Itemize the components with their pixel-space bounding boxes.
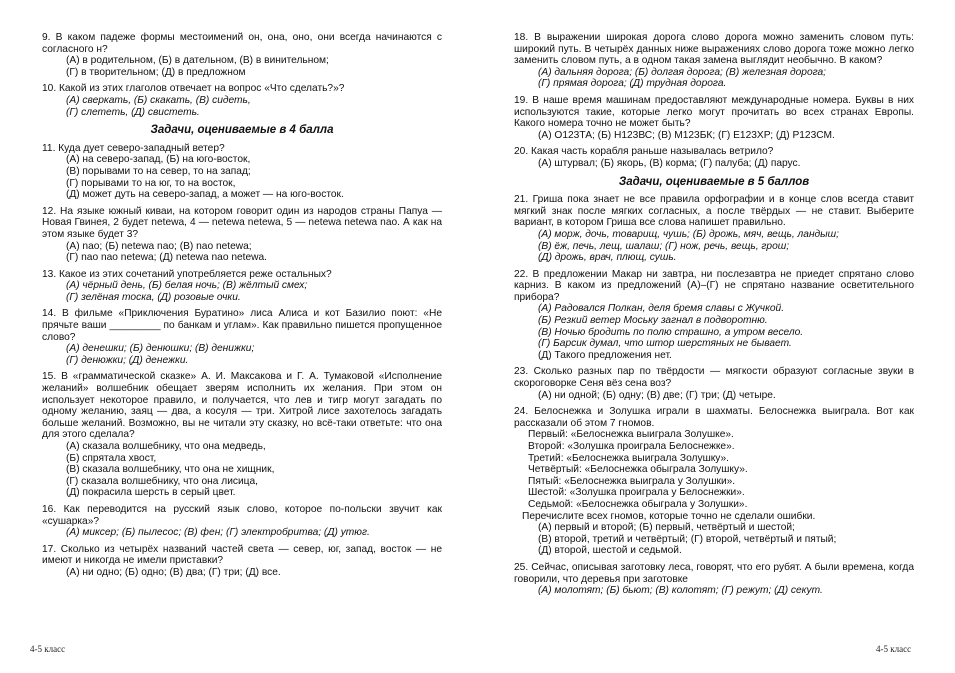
question-25: 25. Сейчас, описывая заготовку леса, говорят, что его рубят. А были времена, когда говорили, что деревья при заготовке <box>514 561 914 585</box>
question-12: 12. На языке южный киваи, на котором говорит один из народов страны Папуа — Новая Гвинея, 2 будет netewa, 4 — netewa netewa, 5 — netewa netewa nao. А как на этом языке будет 3? <box>42 205 442 240</box>
q20-options-1: (А) штурвал; (Б) якорь, (В) корма; (Г) палуба; (Д) парус. <box>538 157 801 169</box>
q14-options-2: (Г) денюжки; (Д) денежки. <box>66 354 189 366</box>
q12-options-1: (А) nao; (Б) netewa nao; (В) nao netewa; <box>66 240 252 252</box>
q11-options-3: (Г) порывами то на юг, то на восток, <box>66 177 236 189</box>
q24-ask: Перечислите всех гномов, которые точно не сделали ошибки. <box>522 510 816 522</box>
footer-right: 4-5 класс <box>876 644 912 654</box>
gnome-7: Седьмой: «Белоснежка обыграла у Золушки». <box>528 498 748 510</box>
q19-options-1: (А) О123ТА; (Б) Н123ВС; (В) М123БК; (Г) Е123ХР; (Д) Р123СМ. <box>538 129 835 141</box>
question-18: 18. В выражении широкая дорога слово дорога можно заменить словом путь: широкий путь. В четырёх данных ниже выражениях слово дорога тоже можно легко заменить словом путь, а в одном такая замена выглядит необычно. В каком? <box>514 32 914 67</box>
q24-options-1: (А) первый и второй; (Б) первый, четвёртый и шестой; <box>538 522 795 534</box>
right-column <box>514 32 914 597</box>
question-14: 14. В фильме «Приключения Буратино» лиса Алиса и кот Базилио поют: «Не прячьте ваши _________ по банкам и углам». Как правильно пишется пропущенное слово? <box>42 308 442 343</box>
question-21: 21. Гриша пока знает не все правила орфографии и в конце слов всегда ставит мягкий знак после мягких согласных, а после твёрдых — не ставит. Выберите вариант, в котором Гриша все слова напишет правильно. <box>514 194 914 229</box>
question-9: 9. В каком падеже формы местоимений он, она, оно, они всегда начинаются с согласного н? <box>42 32 442 55</box>
q11-options-2: (В) порывами то на север, то на запад; <box>66 165 251 177</box>
q22-options-1: (А) Радовался Полкан, деля бремя славы с Жучкой. <box>538 303 785 315</box>
q22-options-4: (Г) Барсик думал, что штор шерстяных не бывает. <box>538 338 792 350</box>
section-4-points-heading: Задачи, оцениваемые в 4 балла <box>150 124 334 137</box>
q22-options-3: (В) Ночью бродить по полю страшно, а утром весело. <box>538 326 804 338</box>
question-11: 11. Куда дует северо-западный ветер? <box>42 142 225 154</box>
q15-options-3: (В) сказала волшебнику, что она не хищник, <box>66 464 275 476</box>
gnome-4: Четвёртый: «Белоснежка обыграла Золушку». <box>528 464 748 476</box>
q13-options-2: (Г) зелёная тоска, (Д) розовые очки. <box>66 291 241 303</box>
question-20: 20. Какая часть корабля раньше называлась ветрило? <box>514 146 774 158</box>
left-column <box>42 32 442 579</box>
q15-options-5: (Д) покрасила шерсть в серый цвет. <box>66 487 236 499</box>
q22-options-5: (Д) Такого предложения нет. <box>538 349 672 361</box>
q11-options-4: (Д) может дуть на северо-запад, а может — на юго-восток. <box>66 189 344 201</box>
q17-options-1: (А) ни одно; (Б) одно; (В) два; (Г) три; (Д) все. <box>66 566 281 578</box>
q15-options-1: (А) сказала волшебнику, что она медведь, <box>66 441 266 452</box>
q9-options-2: (Г) в творительном; (Д) в предложном <box>66 66 246 78</box>
q14-options-1: (А) денешки; (Б) денюшки; (В) денижки; <box>66 343 255 355</box>
gnome-5: Пятый: «Белоснежка выиграла у Золушки». <box>528 475 736 487</box>
q25-options-1: (А) молотят; (Б) бьют; (В) колотят; (Г) режут; (Д) секут. <box>538 585 823 597</box>
q18-options-1: (А) дальняя дорога; (Б) долгая дорога; (В) железная дорога; <box>538 66 827 78</box>
question-17: 17. Сколько из четырёх названий частей света — север, юг, запад, восток — не имеют и никогда не имели приставки? <box>42 543 442 567</box>
q21-options-1: (А) морж, дочь, товарищ, чушь; (Б) дрожь, мяч, вещь, ландыш; <box>538 228 839 240</box>
q24-options-3: (Д) второй, шестой и седьмой. <box>538 545 682 557</box>
section-5-points-heading: Задачи, оцениваемые в 5 баллов <box>618 175 810 188</box>
q9-options-1: (А) в родительном, (Б) в дательном, (В) в винительном; <box>66 55 329 67</box>
q21-options-3: (Д) дрожь, врач, плющ, сушь. <box>538 252 677 264</box>
gnome-2: Второй: «Золушка проиграла Белоснежке». <box>528 441 735 452</box>
gnome-6: Шестой: «Золушка проиграла у Белоснежки». <box>528 487 745 499</box>
q23-options-1: (А) ни одной; (Б) одну; (В) две; (Г) три; (Д) четыре. <box>538 389 776 401</box>
q13-options-1: (А) чёрный день, (Б) белая ночь; (В) жёлтый смех; <box>66 280 308 292</box>
q15-options-4: (Г) сказала волшебнику, что она лисица, <box>66 475 258 487</box>
q11-options-1: (А) на северо-запад, (Б) на юго-восток, <box>66 154 251 166</box>
question-13: 13. Какое из этих сочетаний употребляется реже остальных? <box>42 268 332 280</box>
question-10: 10. Какой из этих глаголов отвечает на вопрос «Что сделать?»? <box>42 83 345 95</box>
question-22: 22. В предложении Макар ни завтра, ни послезавтра не приедет спрятано слово карниз. В каком из предложений (А)–(Г) не спрятано название осветительного прибора? <box>514 268 914 303</box>
question-16: 16. Как переводится на русский язык слово, которое по-польски звучит как «сушарка»? <box>42 503 442 527</box>
question-19: 19. В наше время машинам предоставляют международные номера. Буквы в них используются такие, которые легко могут прочитать во всех странах Европы. Какого номера точно не может быть? <box>514 94 914 130</box>
gnome-1: Первый: «Белоснежка выиграла Золушке». <box>528 429 734 441</box>
question-24: 24. Белоснежка и Золушка играли в шахматы. Белоснежка выиграла. Вот как рассказали об этом 7 гномов. <box>514 406 914 429</box>
q16-options-1: (А) миксер; (Б) пылесос; (В) фен; (Г) электробритва; (Д) утюг. <box>66 527 370 539</box>
q21-options-2: (В) ёж, печь, лещ, шалаш; (Г) нож, речь, вещь, грош; <box>538 240 790 252</box>
q22-options-2: (Б) Резкий ветер Моську загнал в подворотню. <box>538 315 768 327</box>
q10-options-2: (Г) слететь, (Д) свистеть. <box>66 106 200 118</box>
q12-options-2: (Г) nao nao netewa; (Д) netewa nao netewa. <box>66 252 268 264</box>
q10-options-1: (А) сверкать, (Б) скакать, (В) сидеть, <box>66 94 251 106</box>
q24-options-2: (В) второй, третий и четвёртый; (Г) второй, четвёртый и пятый; <box>538 533 837 545</box>
gnome-3: Третий: «Белоснежка выиграла Золушку». <box>528 452 730 464</box>
footer-left: 4-5 класс <box>30 644 66 654</box>
question-23: 23. Сколько разных пар по твёрдости — мягкости образуют согласные звуки в скороговорке Сеня вёз сена воз? <box>514 366 914 390</box>
question-15: 15. В «грамматической сказке» А. И. Максакова и Г. А. Тумаковой «Исполнение желаний» волшебник обещает зверям исполнить их желания. При этом он использует некоторое правило, и получается, что лев и тигр могут загадать по одному желанию, заяц — два, а косуля — три. Хитрой лисе захотелось загадать больше желаний. Возможно, вы не читали эту сказку, но всё-таки ответьте: что она для этого сделала? <box>42 371 442 441</box>
q15-options-2: (Б) спрятала хвост, <box>66 452 157 464</box>
q18-options-2: (Г) прямая дорога; (Д) трудная дорога. <box>538 78 727 90</box>
